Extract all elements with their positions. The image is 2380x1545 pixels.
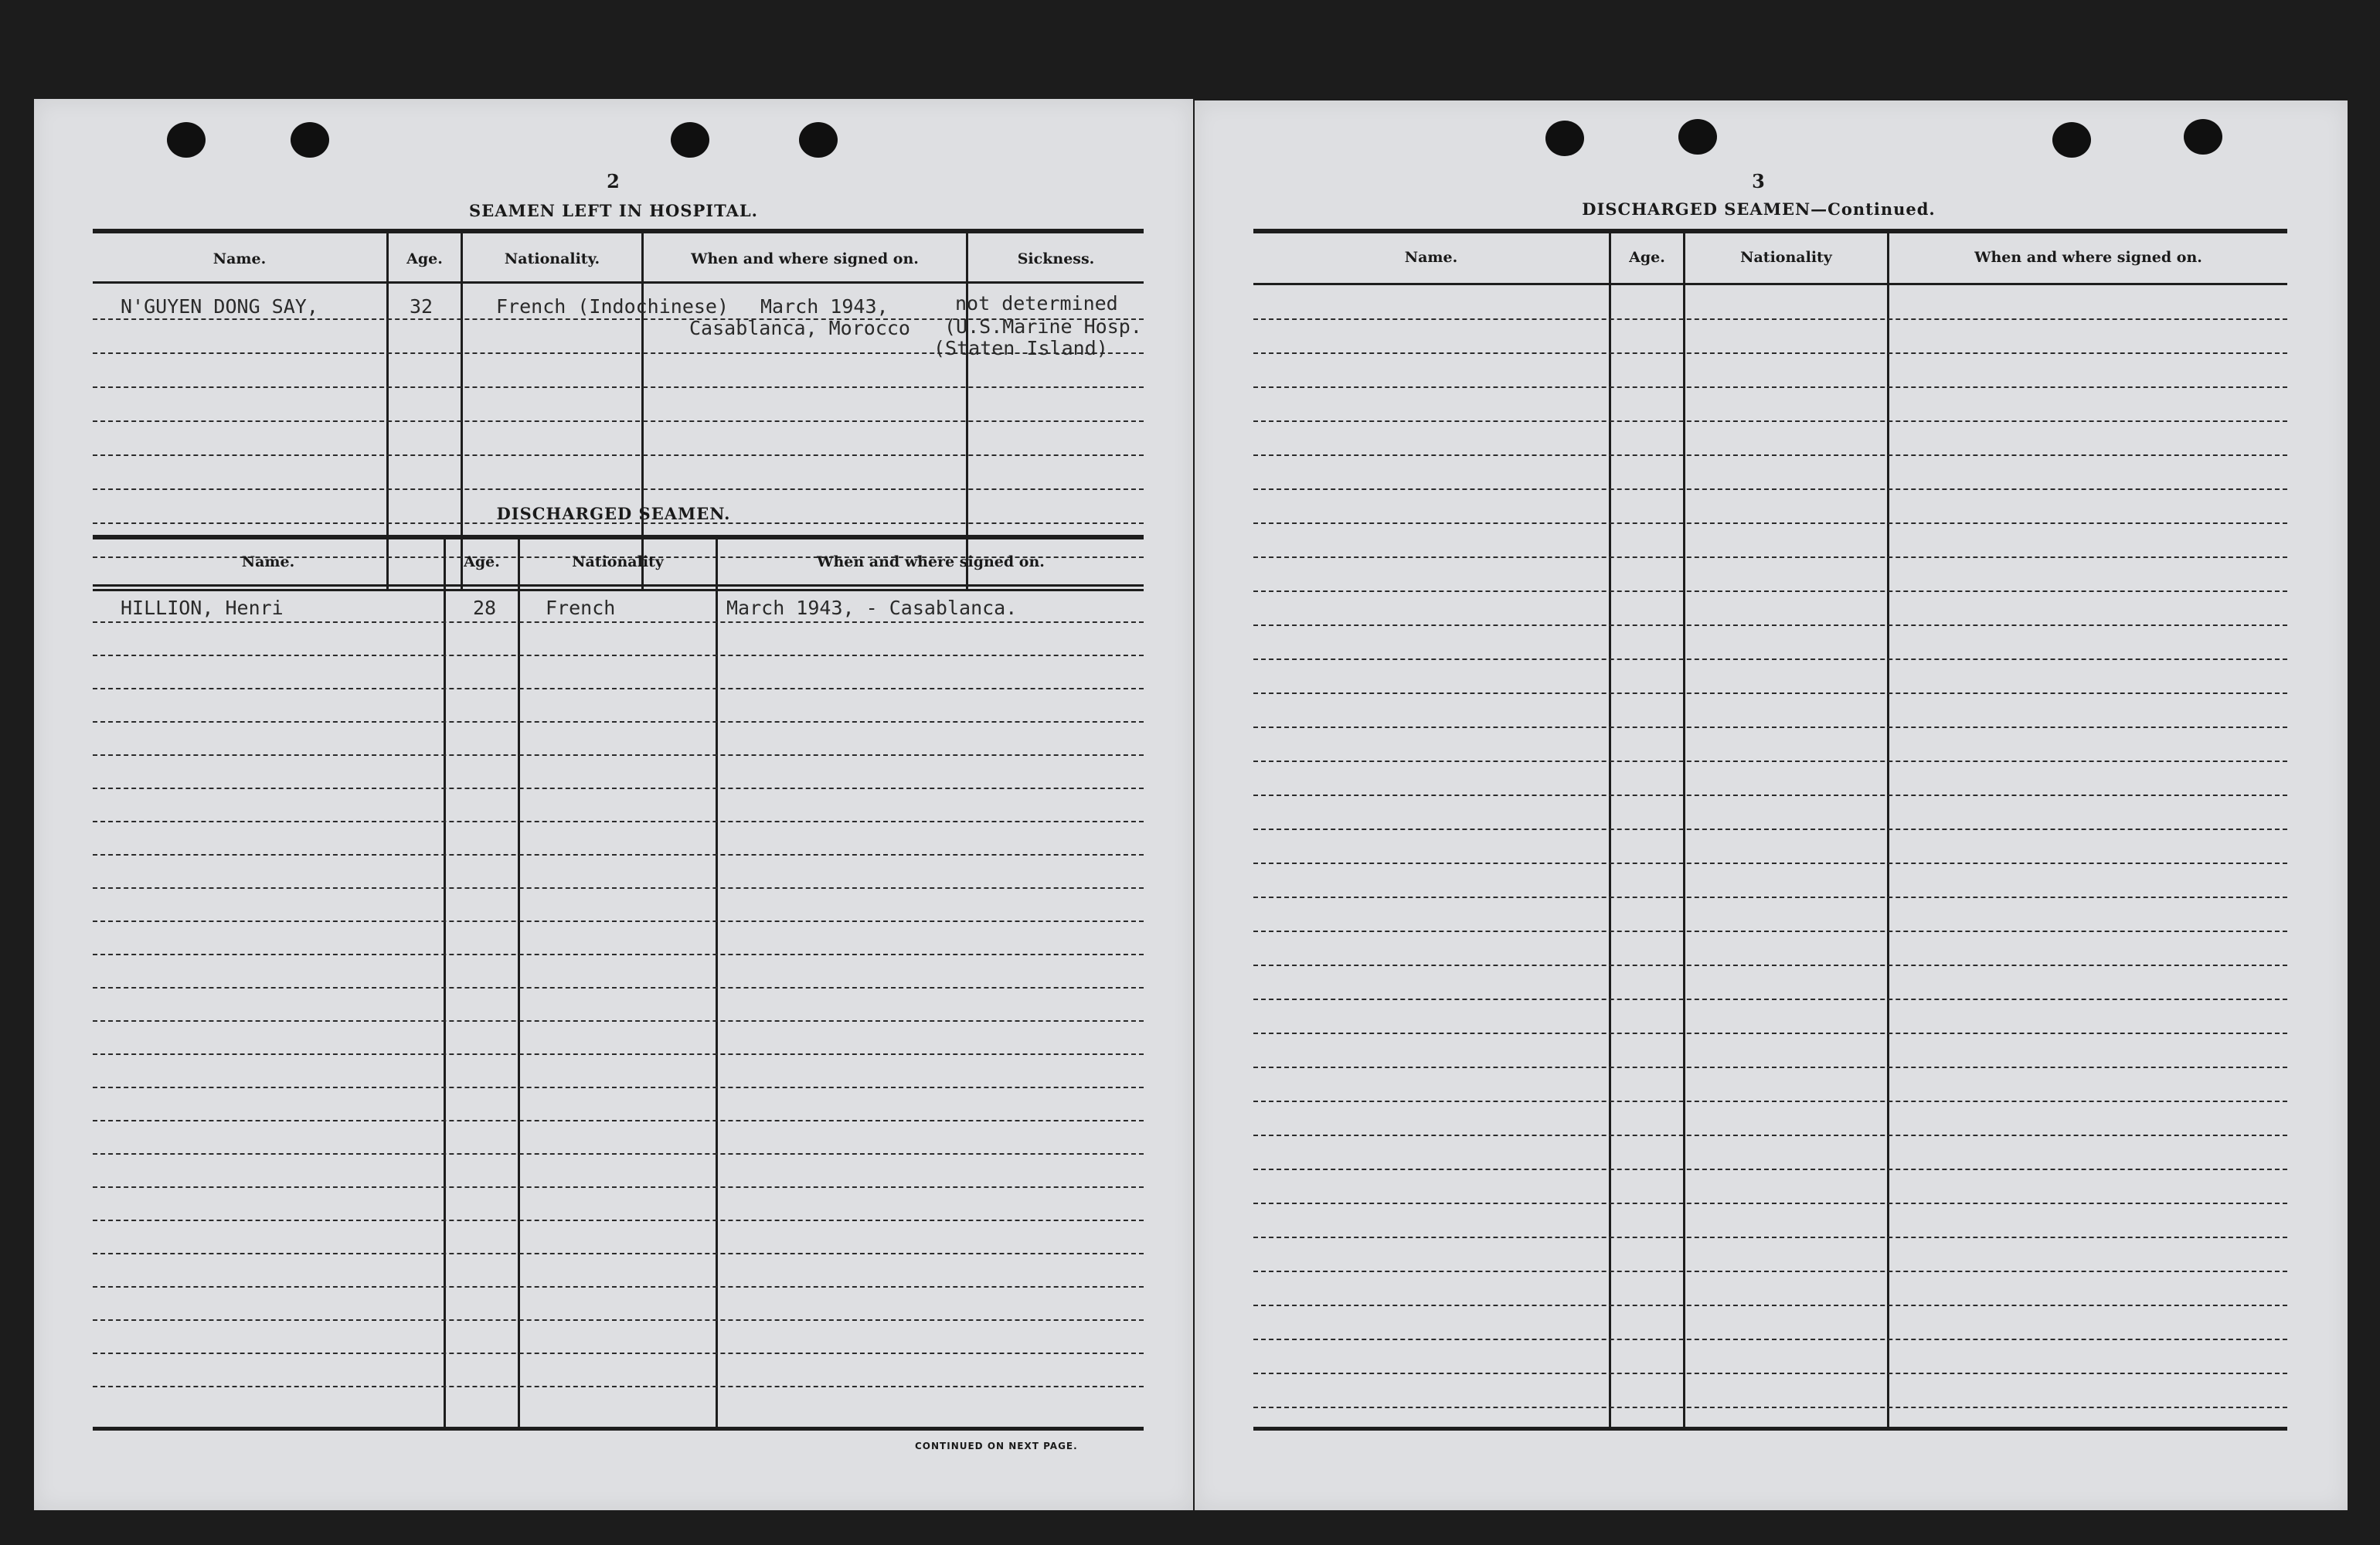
ruled-line — [1253, 1373, 2287, 1374]
ruled-line — [93, 1319, 1144, 1321]
binder-hole — [291, 122, 329, 158]
discharged-col-divider — [518, 539, 520, 1428]
hospital-row-signed-on: March 1943, — [760, 295, 889, 318]
hospital-header-nationality: Nationality. — [504, 250, 600, 267]
ruled-line — [1253, 1101, 2287, 1102]
discharged-table-top-rule — [93, 535, 1144, 539]
right-table-bottom-rule — [1253, 1427, 2287, 1431]
page-number: 2 — [607, 170, 620, 192]
ruled-line — [1253, 999, 2287, 1000]
ruled-line — [1253, 863, 2287, 864]
right-header-age: Age. — [1629, 249, 1665, 266]
ruled-line — [1253, 761, 2287, 762]
hospital-header-signed-on: When and where signed on. — [691, 250, 919, 267]
ruled-line — [1253, 1169, 2287, 1170]
ruled-line — [1253, 386, 2287, 388]
hospital-row-age: 32 — [410, 295, 434, 318]
discharged-header-name: Name. — [241, 553, 295, 570]
ruled-line — [93, 721, 1144, 723]
ruled-line — [1253, 1033, 2287, 1034]
ruled-line — [93, 688, 1144, 689]
right-col-divider — [1887, 233, 1889, 1430]
ruled-line — [1253, 318, 2287, 320]
ruled-line — [1253, 693, 2287, 694]
right-col-divider — [1609, 233, 1611, 1430]
ruled-line — [1253, 1305, 2287, 1306]
discharged-col-divider — [444, 539, 446, 1428]
ruled-line — [93, 1253, 1144, 1254]
discharged-col-divider — [716, 539, 718, 1428]
ruled-line — [1253, 1067, 2287, 1068]
discharged-continued-title: DISCHARGED SEAMEN—Continued. — [1582, 199, 1936, 219]
right-header-rule — [1253, 283, 2287, 285]
ruled-line — [93, 1186, 1144, 1188]
binder-hole — [2184, 119, 2222, 155]
ruled-line — [93, 854, 1144, 856]
hospital-header-name: Name. — [212, 250, 267, 267]
binder-hole — [799, 122, 838, 158]
ruled-line — [93, 754, 1144, 756]
right-table-top-rule — [1253, 229, 2287, 233]
ruled-line — [1253, 931, 2287, 932]
ruled-line — [1253, 352, 2287, 354]
discharged-row-age: 28 — [473, 597, 497, 619]
ruled-line — [93, 921, 1144, 922]
binder-hole — [1545, 121, 1584, 156]
binder-hole — [2052, 122, 2091, 158]
right-col-divider — [1683, 233, 1685, 1430]
binder-hole — [167, 122, 206, 158]
ruled-line — [93, 987, 1144, 989]
hospital-table-bottom-rule — [93, 589, 1144, 591]
discharged-section-title: DISCHARGED SEAMEN. — [496, 504, 731, 523]
ruled-line — [93, 1120, 1144, 1121]
binder-hole — [1678, 119, 1717, 155]
ruled-line — [93, 1020, 1144, 1022]
ruled-line — [1253, 795, 2287, 796]
ruled-line — [1253, 1339, 2287, 1340]
ruled-line — [93, 386, 1144, 388]
discharged-header-age: Age. — [464, 553, 500, 570]
right-page — [1195, 100, 2348, 1510]
ruled-line — [1253, 556, 2287, 558]
ruled-line — [1253, 1271, 2287, 1272]
ruled-line — [1253, 727, 2287, 728]
ruled-line — [93, 655, 1144, 656]
ruled-line — [93, 1153, 1144, 1155]
ruled-line — [93, 821, 1144, 822]
discharged-row-signed-on: March 1943, - Casablanca. — [726, 597, 1018, 619]
discharged-header-nationality: Nationality — [572, 553, 664, 570]
right-header-signed-on: When and where signed on. — [1974, 249, 2202, 266]
ruled-line — [93, 1286, 1144, 1288]
hospital-section-title: SEAMEN LEFT IN HOSPITAL. — [469, 201, 758, 220]
discharged-header-signed-on: When and where signed on. — [817, 553, 1045, 570]
ruled-line — [1253, 658, 2287, 660]
discharged-header-rule — [93, 584, 1144, 587]
discharged-table-bottom-rule — [93, 1427, 1144, 1431]
ruled-line — [1253, 1203, 2287, 1204]
discharged-row-nationality: French — [546, 597, 616, 619]
ruled-line — [1253, 1407, 2287, 1408]
ruled-line — [1253, 624, 2287, 626]
ruled-line — [93, 1087, 1144, 1088]
ruled-line — [93, 1220, 1144, 1221]
ruled-line — [1253, 454, 2287, 456]
hospital-row-sickness-location: (Staten Island) — [933, 337, 1108, 359]
right-header-name: Name. — [1404, 249, 1458, 266]
hospital-header-sickness: Sickness. — [1017, 250, 1095, 267]
ruled-line — [93, 788, 1144, 789]
ruled-line — [1253, 488, 2287, 490]
hospital-row-signed-on-place: Casablanca, Morocco — [689, 317, 910, 339]
ruled-line — [1253, 1135, 2287, 1136]
right-header-nationality: Nationality — [1740, 249, 1832, 266]
ruled-line — [93, 420, 1144, 422]
ruled-line — [1253, 1237, 2287, 1238]
ruled-line — [1253, 829, 2287, 830]
ruled-line — [93, 621, 1144, 623]
discharged-row-name: HILLION, Henri — [121, 597, 284, 619]
ruled-line — [1253, 420, 2287, 422]
ruled-line — [93, 488, 1144, 490]
hospital-table-top-rule — [93, 229, 1144, 233]
ruled-line — [93, 887, 1144, 889]
binder-hole — [671, 122, 709, 158]
hospital-row-name: N'GUYEN DONG SAY, — [121, 295, 318, 318]
ruled-line — [1253, 965, 2287, 966]
hospital-header-rule — [93, 281, 1144, 284]
ruled-line — [1253, 897, 2287, 898]
hospital-header-age: Age. — [406, 250, 443, 267]
ruled-line — [93, 454, 1144, 456]
hospital-row-sickness: not determined — [955, 292, 1118, 315]
left-page — [34, 99, 1193, 1510]
ruled-line — [93, 954, 1144, 955]
ruled-line — [1253, 590, 2287, 592]
ruled-line — [93, 1053, 1144, 1055]
ruled-line — [93, 1386, 1144, 1387]
page-number: 3 — [1752, 170, 1766, 192]
ruled-line — [1253, 522, 2287, 524]
ruled-line — [93, 1353, 1144, 1354]
continued-note: CONTINUED ON NEXT PAGE. — [915, 1441, 1078, 1451]
hospital-row-sickness-hospital: (U.S.Marine Hosp. — [944, 315, 1142, 338]
hospital-row-nationality: French (Indochinese) — [496, 295, 729, 318]
